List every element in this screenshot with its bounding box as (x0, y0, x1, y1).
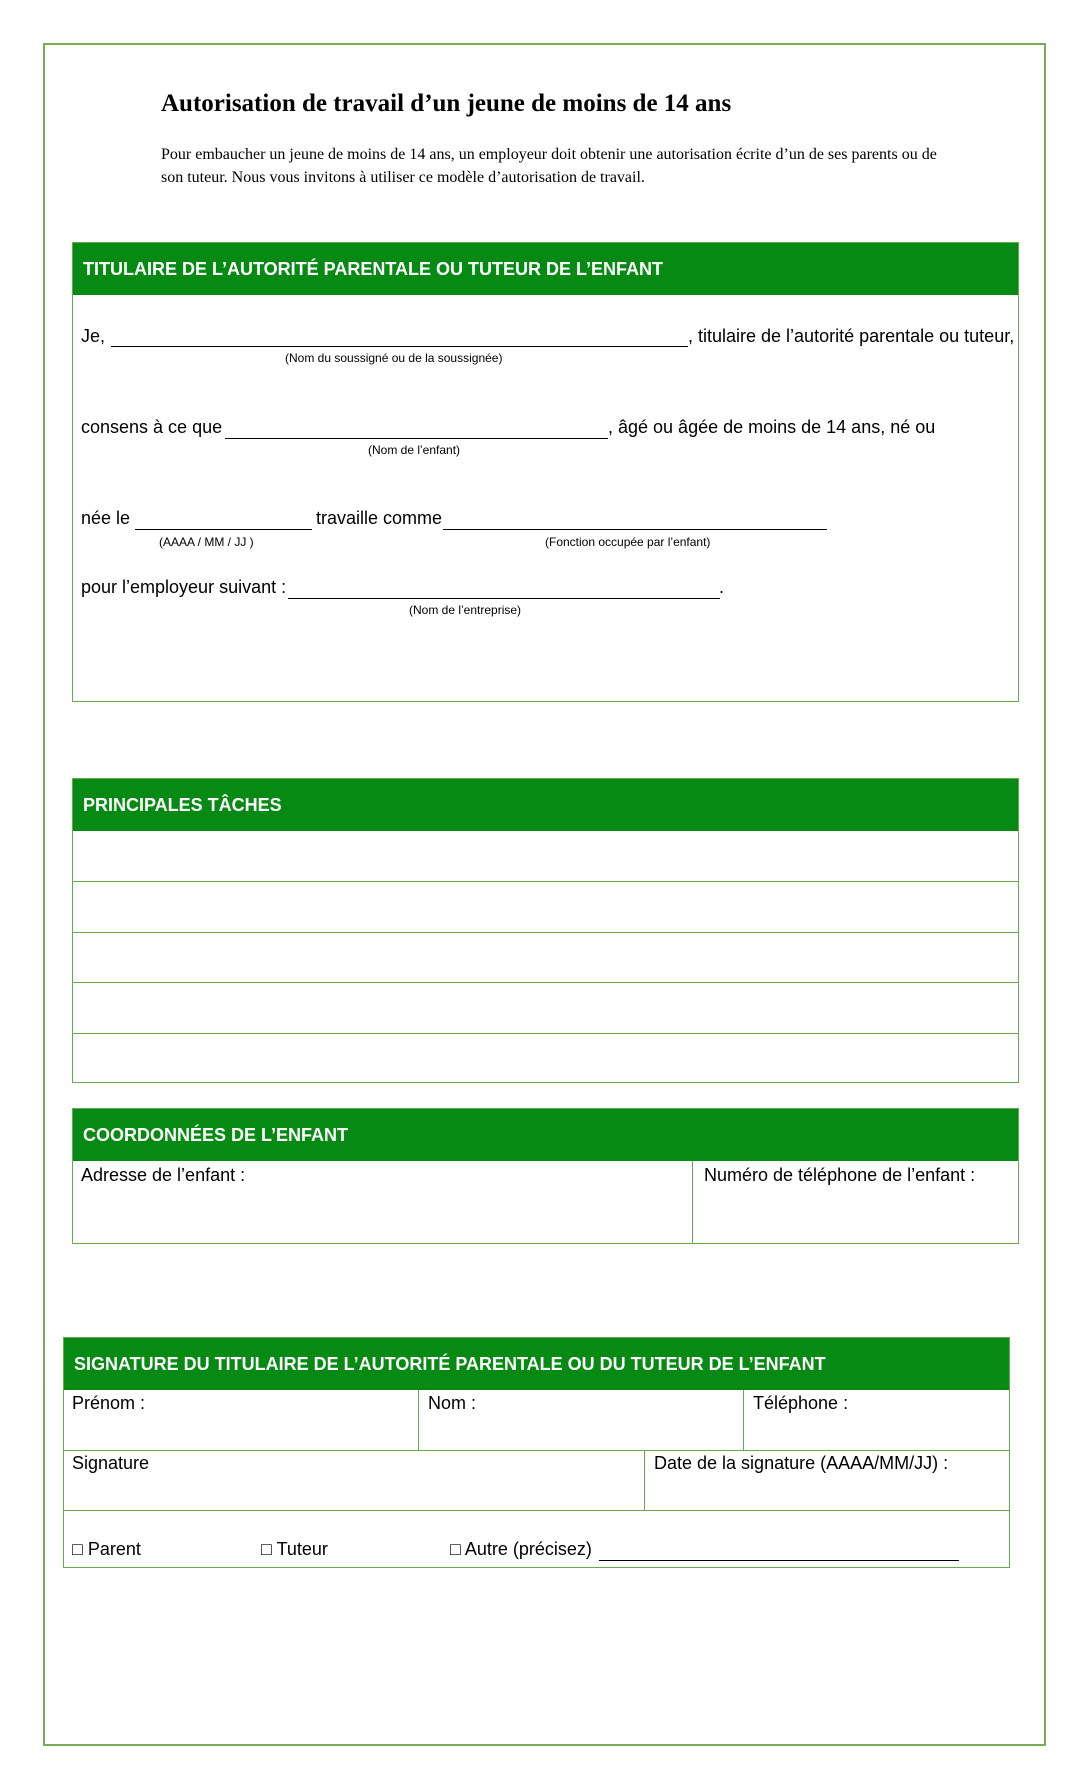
hint-entreprise: (Nom de l’entreprise) (409, 603, 522, 617)
hint-nom-enfant: (Nom de l’enfant) (368, 443, 461, 457)
travaille-comme-label: travaille comme (316, 508, 443, 528)
nom-enfant-field[interactable] (225, 438, 608, 439)
date-signature-label: Date de la signature (AAAA/MM/JJ) : (654, 1453, 949, 1473)
fonction-field[interactable] (443, 529, 827, 530)
parent-option[interactable] (72, 1539, 141, 1560)
row-divider (64, 1450, 1009, 1451)
je-label: Je, (81, 326, 106, 346)
section-coordonnees (72, 1108, 1019, 1244)
date-naissance-field[interactable] (135, 529, 312, 530)
column-divider (692, 1161, 693, 1243)
telephone-enfant-label: Numéro de téléphone de l’enfant : (704, 1165, 976, 1185)
adresse-label: Adresse de l’enfant : (81, 1165, 246, 1185)
column-divider (743, 1390, 744, 1450)
signature-label: Signature (72, 1453, 150, 1473)
hint-fonction: (Fonction occupée par l’enfant) (545, 535, 711, 549)
hint-nom-soussigne: (Nom du soussigné ou de la soussignée) (285, 351, 503, 365)
section-coordonnees-header: COORDONNÉES DE L’ENFANT (73, 1109, 1018, 1161)
period: . (719, 577, 725, 597)
nom-entreprise-field[interactable] (288, 598, 720, 599)
section-titulaire (72, 242, 1019, 702)
nom-soussigne-field[interactable] (111, 346, 688, 347)
section-taches-header: PRINCIPALES TÂCHES (73, 779, 1018, 831)
checkbox-icon[interactable]: □ (261, 1539, 272, 1559)
prenom-label: Prénom : (72, 1393, 146, 1413)
checkbox-icon[interactable]: □ (72, 1539, 83, 1559)
task-row-divider (73, 1033, 1018, 1034)
titulaire-label: , titulaire de l’autorité parentale ou tuteur, (688, 326, 1015, 346)
parent-label: Parent (87, 1539, 141, 1559)
task-row-divider (73, 932, 1018, 933)
section-signature (63, 1337, 1010, 1568)
consens-label: consens à ce que (81, 417, 223, 437)
task-row-divider (73, 982, 1018, 983)
age-label: , âgé ou âgée de moins de 14 ans, né ou (608, 417, 936, 437)
nee-le-label: née le (81, 508, 131, 528)
section-taches (72, 778, 1019, 1083)
telephone-label: Téléphone : (753, 1393, 849, 1413)
tuteur-option[interactable] (261, 1539, 328, 1560)
section-signature-header: SIGNATURE DU TITULAIRE DE L’AUTORITÉ PARENTALE OU DU TUTEUR DE L’ENFANT (64, 1338, 1009, 1390)
tuteur-label: Tuteur (276, 1539, 328, 1559)
checkbox-icon[interactable]: □ (450, 1539, 461, 1559)
row-divider (64, 1510, 1009, 1511)
hint-date: (AAAA / MM / JJ ) (159, 535, 254, 549)
autre-label: Autre (précisez) (464, 1539, 592, 1559)
column-divider (418, 1390, 419, 1450)
nom-label: Nom : (428, 1393, 477, 1413)
intro-text: Pour embaucher un jeune de moins de 14 ans, un employeur doit obtenir une autorisation écrite d’un de ses parents ou de son tuteur. Nous vous invitons à utiliser ce modèle d’autorisation de travail. (161, 146, 937, 186)
page-title: Autorisation de travail d’un jeune de moins de 14 ans (161, 90, 732, 117)
task-row-divider (73, 881, 1018, 882)
section-titulaire-header: TITULAIRE DE L’AUTORITÉ PARENTALE OU TUTEUR DE L’ENFANT (73, 243, 1018, 295)
employeur-label: pour l’employeur suivant : (81, 577, 287, 597)
autre-option[interactable] (450, 1539, 592, 1560)
column-divider (644, 1450, 645, 1510)
autre-precisez-field[interactable] (599, 1560, 959, 1561)
